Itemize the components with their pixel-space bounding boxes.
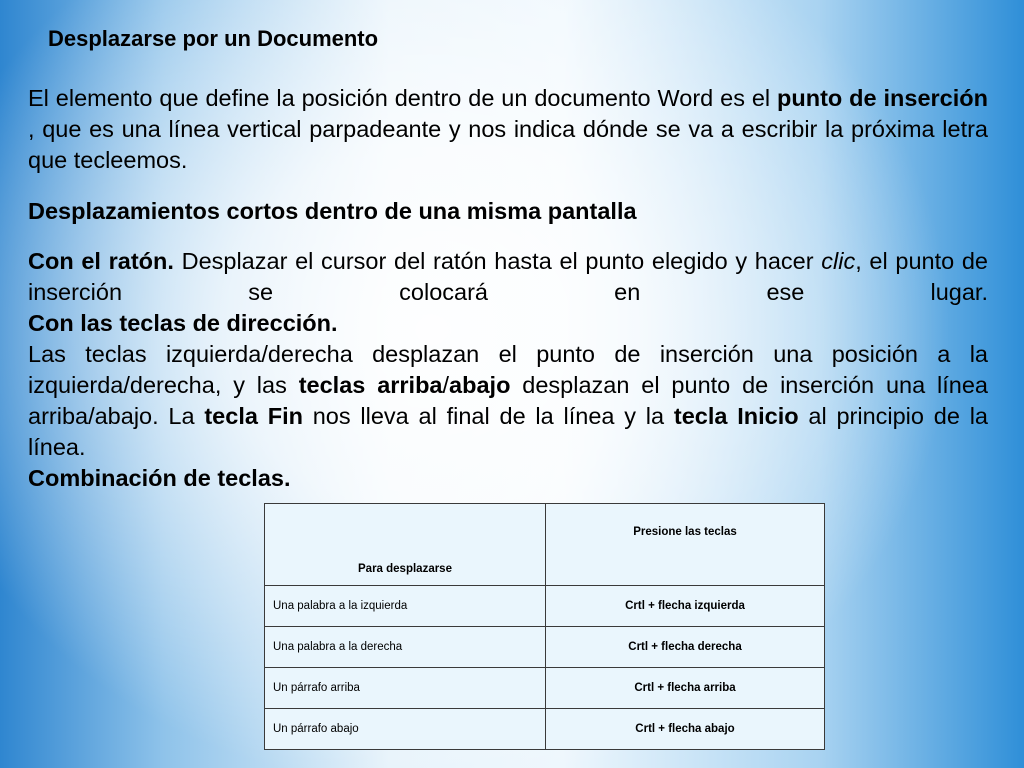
arrows-text-5: al principio de la línea.	[28, 403, 988, 460]
mouse-text-2: , el punto de inserción se colocará en ese lugar.	[28, 248, 988, 305]
table-header-cell: Para desplazarse	[265, 504, 546, 586]
section-heading: Desplazamientos cortos dentro de una misma pantalla	[28, 198, 637, 224]
mouse-italic-clic: clic	[821, 248, 856, 274]
arrows-text-4: nos lleva al final de la línea y la	[302, 403, 674, 429]
mouse-paragraph	[28, 246, 988, 308]
table-row	[265, 709, 825, 750]
page-title: Desplazarse por un Documento	[48, 26, 379, 51]
table-cell: Un párrafo abajo	[265, 709, 546, 750]
table-cell: Crtl + flecha abajo	[546, 709, 825, 750]
shortcut-table	[264, 503, 825, 750]
mouse-text-1: Desplazar el cursor del ratón hasta el punto elegido y hacer	[173, 248, 822, 274]
table-cell: Una palabra a la izquierda	[265, 586, 546, 627]
table-row	[265, 627, 825, 668]
table-header-cell: Presione las teclas	[546, 504, 825, 586]
arrows-text-3: desplazan el punto de inserción una línea arriba/abajo. La	[28, 372, 988, 429]
table-cell: Una palabra a la derecha	[265, 627, 546, 668]
arrows-bold-fin: tecla Fin	[204, 403, 303, 429]
table-cell: Un párrafo arriba	[265, 668, 546, 709]
arrows-text-2: /	[442, 372, 450, 398]
table-header-row	[265, 504, 825, 586]
combo-heading: Combinación de teclas.	[28, 465, 291, 491]
body-text	[28, 246, 988, 494]
intro-text-1: El elemento que define la posición dentro de un documento Word es el	[28, 85, 778, 111]
arrows-paragraph	[28, 339, 988, 463]
table-cell: Crtl + flecha derecha	[546, 627, 825, 668]
arrows-heading: Con las teclas de dirección.	[28, 310, 338, 336]
arrows-bold-inicio: tecla Inicio	[673, 403, 799, 429]
mouse-lead: Con el ratón.	[28, 248, 174, 274]
arrows-bold-up: teclas arriba	[298, 372, 443, 398]
table-cell: Crtl + flecha izquierda	[546, 586, 825, 627]
arrows-bold-down: abajo	[449, 372, 511, 398]
intro-bold-term: punto de inserción	[777, 85, 988, 111]
intro-paragraph	[28, 83, 988, 176]
arrows-text-1: Las teclas izquierda/derecha desplazan el punto de inserción una posición a la izquierda/derecha, y las	[28, 341, 988, 398]
intro-text-2: , que es una línea vertical parpadeante y nos indica dónde se va a escribir la próxima letra que tecleemos.	[28, 116, 988, 173]
table-row	[265, 668, 825, 709]
table-cell: Crtl + flecha arriba	[546, 668, 825, 709]
table-row	[265, 586, 825, 627]
